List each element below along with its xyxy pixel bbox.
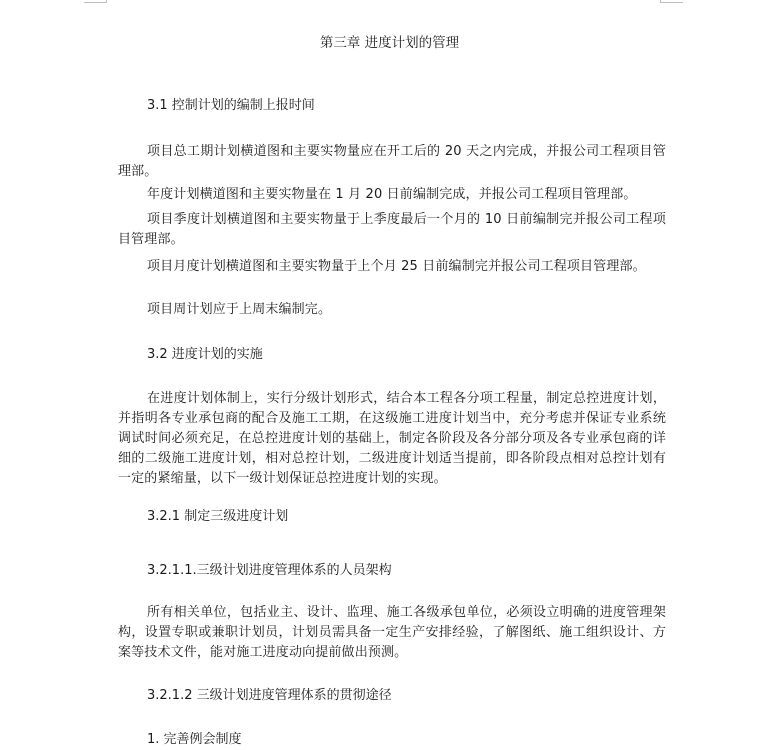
paragraph: 在进度计划体制上，实行分级计划形式，结合本工程各分项工程量，制定总控进度计划，并指明各专业承包商的配合及施工工期，在这级施工进度计划当中，充分考虑并保证专业系统调试时间必须充足，在总控进度计划的基础上，制定各阶段及各分部分项及各专业承包商的详细的二级施工进度计划，相对总控计划，二级进度计划适当提前，即各阶段点相对总控计划有一定的紧缩量，以下一级计划保证总控进度计划的实现。 <box>118 391 666 486</box>
list-item: 1. 完善例会制度 <box>147 732 242 747</box>
paragraph: 项目月度计划横道图和主要实物量于上个月 25 日前编制完并报公司工程项目管理部。 <box>147 259 646 274</box>
paragraph: 项目季度计划横道图和主要实物量于上季度最后一个月的 10 日前编制完并报公司工程项目管理部。 <box>118 212 666 247</box>
section-heading-3-1: 3.1 控制计划的编制上报时间 <box>147 98 315 113</box>
section-heading-3-2: 3.2 进度计划的实施 <box>147 347 263 362</box>
paragraph: 年度计划横道图和主要实物量在 1 月 20 日前编制完成，并报公司工程项目管理部。 <box>147 187 637 202</box>
paragraph: 所有相关单位，包括业主、设计、监理、施工各级承包单位，必须设立明确的进度管理架构，设置专职或兼职计划员，计划员需具备一定生产安排经验，了解图纸、施工组织设计、方案等技术文件，能对施工进度动向提前做出预测。 <box>118 605 666 660</box>
page-corner-mark-right <box>660 0 683 3</box>
chapter-title: 第三章 进度计划的管理 <box>319 35 460 51</box>
paragraph: 项目周计划应于上周末编制完。 <box>147 302 332 317</box>
section-heading-3-2-1-2: 3.2.1.2 三级计划进度管理体系的贯彻途径 <box>147 688 392 703</box>
page-corner-mark-left <box>84 0 107 3</box>
paragraph: 项目总工期计划横道图和主要实物量应在开工后的 20 天之内完成，并报公司工程项目管理部。 <box>118 144 666 179</box>
section-heading-3-2-1: 3.2.1 制定三级进度计划 <box>147 509 289 524</box>
section-heading-3-2-1-1: 3.2.1.1.三级计划进度管理体系的人员架构 <box>147 563 392 578</box>
